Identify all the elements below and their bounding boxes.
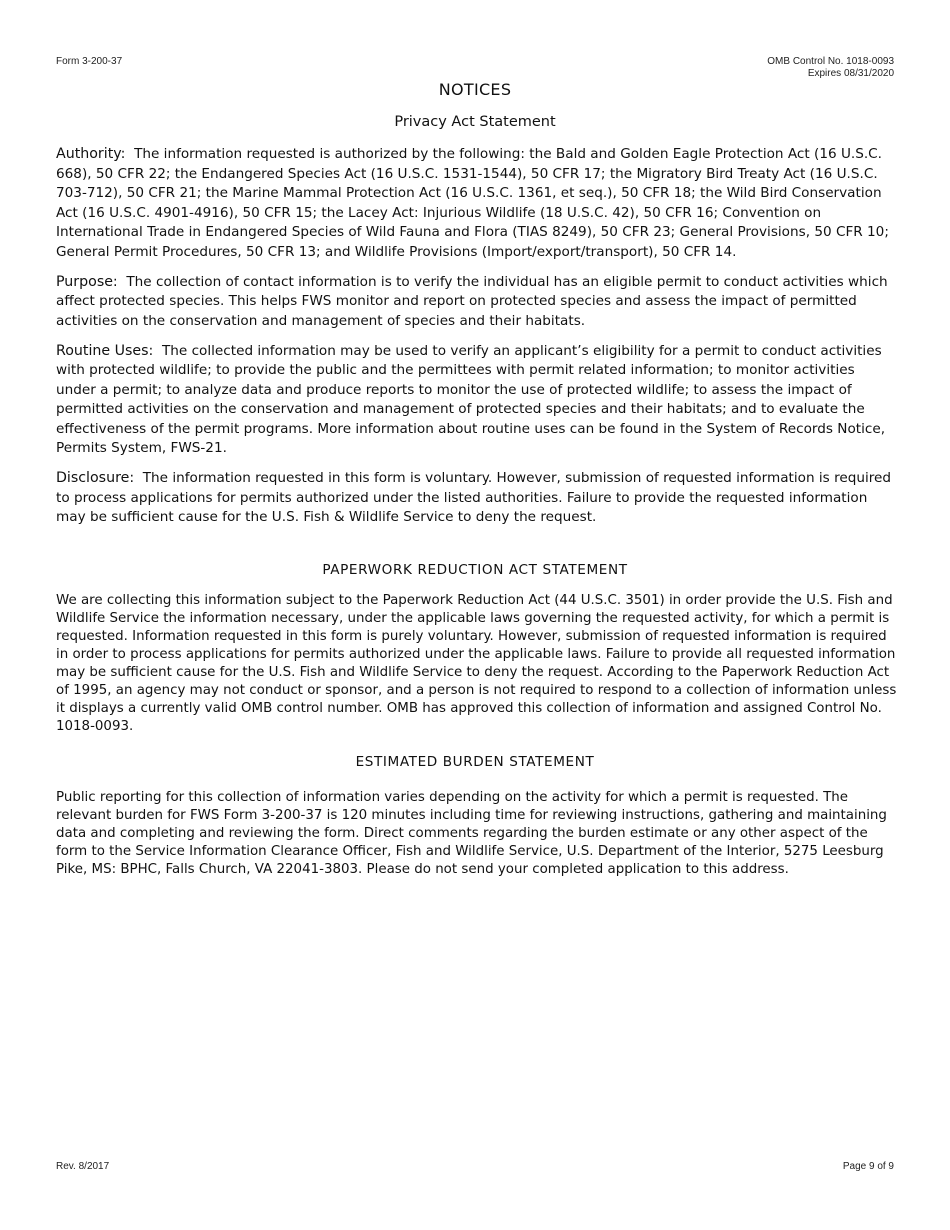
page-number: Page 9 of 9 [842,1161,894,1172]
purpose-text: The collection of contact information is to verify the individual has an eligible permit to conduct activities which affect protected species. This helps FWS monitor and report on protected species and assess the impact of permitted activities on the conservation and management of species and their habitats. [56,273,888,329]
paperwork-reduction-title: PAPERWORK REDUCTION ACT STATEMENT [322,562,628,578]
burden-statement-text: Public reporting for this collection of information varies depending on the activity for which a permit is requested. The relevant burden for FWS Form 3-200-37 is 120 minutes including time for reviewing instructions, gathering and maintaining data and completing and reviewing the form. Direct comments regarding the burden estimate or any other aspect of the form to the Service Information Clearance Officer, Fish and Wildlife Service, U.S. Department of the Interior, 5275 Leesburg Pike, MS: BPHC, Falls Church, VA 22041-3803. Please do not send your completed application to this address. [56,790,887,877]
disclosure-label: Disclosure: [56,470,135,486]
purpose-paragraph [56,273,896,332]
paperwork-reduction-text: We are collecting this information subject to the Paperwork Reduction Act (44 U.S.C. 3501) in order provide the U.S. Fish and Wildlife Service the information necessary, under the applicable laws governing the requested activity, for which a permit is requested. Information requested in this form is purely voluntary. However, submission of requested information is required in order to process applications for permits authorized under the applicable laws. Failure to provide all requested information may be sufficient cause for the U.S. Fish and Wildlife Service to deny the request. According to the Paperwork Reduction Act of 1995, an agency may not conduct or sponsor, and a person is not required to respond to a collection of information unless it displays a currently valid OMB control number. OMB has approved this collection of information and assigned Control No. 1018-0093. [56,593,897,734]
authority-text: The information requested is authorized by the following: the Bald and Golden Eagle Protection Act (16 U.S.C. 668), 50 CFR 22; the Endangered Species Act (16 U.S.C. 1531-1544), 50 CFR 17; the Migratory Bird Treaty Act (16 U.S.C. 703-712), 50 CFR 21; the Marine Mammal Protection Act (16 U.S.C. 1361, et seq.), 50 CFR 18; the Wild Bird Conservation Act (16 U.S.C. 4901-4916), 50 CFR 15; the Lacey Act: Injurious Wildlife (18 U.S.C. 42), 50 CFR 16; Convention on International Trade in Endangered Species of Wild Fauna and Flora (TIAS 8249), 50 CFR 23; General Provisions, 50 CFR 10; General Permit Procedures, 50 CFR 13; and Wildlife Provisions (Import/export/transport), 50 CFR 14. [56,146,889,260]
burden-statement-title: ESTIMATED BURDEN STATEMENT [355,754,595,770]
routine-uses-label: Routine Uses: [56,342,154,359]
routine-uses-paragraph [56,342,896,459]
purpose-label: Purpose: [56,273,118,290]
routine-uses-text: The collected information may be used to verify an applicant’s eligibility for a permit to conduct activities with protected wildlife; to provide the public and the permittees with permit related information; to monitor activities under a permit; to analyze data and produce reports to monitor the use of protected wildlife; to assess the impact of permitted activities on the conservation and management of protected species and their habitats; and to evaluate the effectiveness of the permit programs. More information about routine uses can be found in the System of Records Notice, Permits System, FWS-21. [56,342,886,456]
privacy-act-title: Privacy Act Statement [394,114,556,130]
revision-date: Rev. 8/2017 [56,1161,110,1172]
expiration-date: Expires 08/31/2020 [807,68,894,79]
disclosure-text: The information requested in this form is voluntary. However, submission of requested information is required to process applications for permits authorized under the listed authorities. Failure to provide the requested information may be sufficient cause for the U.S. Fish & Wildlife Service to deny the request. [56,470,892,525]
authority-paragraph [56,145,896,262]
disclosure-paragraph [56,469,896,528]
form-number: Form 3-200-37 [56,56,123,67]
authority-label: Authority: [56,146,126,162]
page-title: NOTICES [438,80,512,99]
privacy-act-statement [56,145,896,538]
omb-info [767,56,894,80]
omb-control-number: OMB Control No. 1018-0093 [767,56,894,67]
